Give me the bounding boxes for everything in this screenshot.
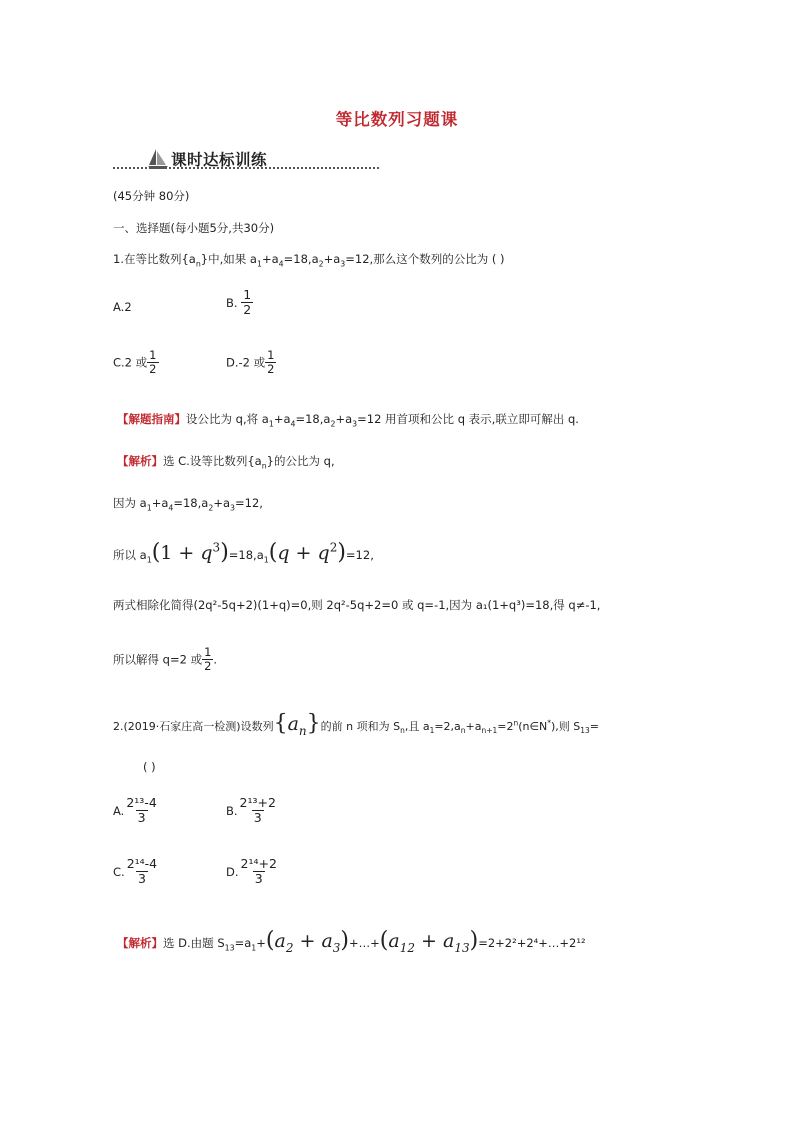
fraction-one-half: $\frac{1}{2}$	[204, 645, 212, 674]
time-score: (45分钟 80分)	[113, 189, 190, 203]
q1-option-c: C.2 或 $\frac{1}{2}$	[113, 348, 157, 377]
q1-option-d: D.-2 或 $\frac{1}{2}$	[226, 348, 275, 377]
q2-answer-paren: ( )	[143, 760, 156, 774]
q1-solution-line2: 因为 $a_1+a_4=18,a_2+a_3=12$,	[113, 496, 263, 513]
q2-option-d: D. $\frac{\text{2¹⁴+2}}{3}$	[226, 856, 277, 887]
formula-1-plus-q3: $(1 + q^3)$	[151, 540, 229, 565]
formula-sequence-an: $\{a_n\}$	[273, 711, 321, 738]
sailboat-icon	[147, 148, 169, 170]
page-title: 等比数列习题课	[335, 110, 459, 129]
q1-option-b: B. $\frac{1}{2}$	[226, 287, 252, 318]
section-header	[113, 148, 379, 172]
q2-stem: 2.(2019·石家庄高一检测)设数列$\{a_n\}$的前 n 项和为 $S_n$,且 $a_1=2,a_n+a_{n+1}=2^n(n\in N^*)$,则 $S_{13}=$	[113, 711, 600, 738]
q2-option-c: C. $\frac{\text{2¹⁴-4}}{3}$	[113, 856, 158, 887]
q2-solution: 【解析】选 D.由题 $S_{13}=a_1+(a_2$ + $a_3)+\dots+(a_{12}$ + $a_{13})=2+2^2+2^4+\dots+2^{12}$	[117, 928, 586, 955]
q1-solution-line4: 两式相除化简得(2q²-5q+2)(1+q)=0,则 2q²-5q+2=0 或 q=-1,因为 a₁(1+q³)=18,得 q≠-1,	[113, 598, 601, 612]
q2-option-a: A. $\frac{\text{2¹³-4}}{3}$	[113, 795, 157, 826]
q1-option-a: A.2	[113, 300, 132, 314]
fraction-one-half: $\frac{1}{2}$	[267, 348, 275, 377]
q1-stem: 1.在等比数列$\{a_n\}$中,如果 $a_1+a_4=18,a_2+a_3=12$,那么这个数列的公比为 ( )	[113, 252, 505, 269]
q1-solution-line3: 所以 $a_1(1 + q^3)=18,a_1(q + q^2)=12$,	[113, 540, 374, 565]
q1-guide: 【解题指南】设公比为 q,将 $a_1+a_4=18,a_2+a_3=12$ 用首项和公比 q 表示,联立即可解出 q.	[117, 412, 579, 429]
fraction-one-half: $\frac{1}{2}$	[149, 348, 157, 377]
q1-solution-line1: 【解析】选 C.设等比数列$\{a_n\}$的公比为 q,	[117, 454, 335, 471]
section-label: 课时达标训练	[171, 151, 268, 169]
formula-a12-plus-a13: $(a_{12} + a_{13})$	[379, 928, 479, 955]
formula-q-plus-q2: $(q + q^2)$	[268, 540, 346, 565]
q1-solution-line5: 所以解得 q=2 或 $\frac{1}{2}$ .	[113, 645, 218, 674]
fraction-one-half: $\frac{1}{2}$	[243, 287, 252, 318]
formula-a2-plus-a3: $(a_2 + a_3)$	[265, 928, 350, 955]
part-heading: 一、选择题(每小题5分,共30分)	[113, 221, 275, 235]
q2-option-b: B. $\frac{\text{2¹³+2}}{3}$	[226, 795, 276, 826]
